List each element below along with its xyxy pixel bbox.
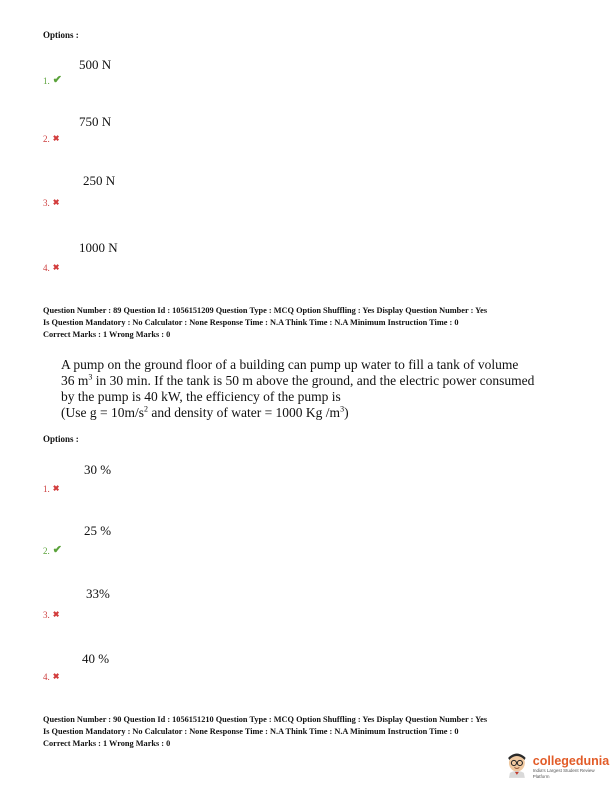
option-number-label: 3. [43,198,50,208]
meta-line: Question Number : 90 Question Id : 1056151210 Question Type : MCQ Option Shuffling : Yes Display Question Number : Yes [43,715,488,724]
logo-title: collegedunia [532,754,610,768]
options-label: Options : [43,30,79,40]
option-number-label: 2. [43,134,50,144]
option-number-label: 1. [43,484,50,494]
question-line: A pump on the ground floor of a building can pump up water to fill a tank of volume [61,357,519,372]
options-label: Options : [43,434,79,444]
option-number [43,263,59,273]
meta-line: Is Question Mandatory : No Calculator : None Response Time : N.A Think Time : N.A Minimum Instruction Time : 0 [43,727,459,736]
question-line: (Use $g = 10m/s^2$ and density of water = 1000 Kg $/m^3$) [61,404,349,420]
question-meta [43,714,583,750]
cross-icon: ✖ [52,672,60,681]
logo-tagline: India's Largest Student Review Platform [532,768,595,779]
option-number-label: 3. [43,610,50,620]
meta-line: Correct Marks : 1 Wrong Marks : 0 [43,330,171,339]
option-number-label: 4. [43,263,50,273]
question-line: by the pump is 40 kW, the efficiency of the pump is [61,389,341,404]
check-icon: ✔ [52,74,62,86]
option-number-label: 1. [43,75,50,86]
cross-icon: ✖ [52,263,60,272]
cross-icon: ✖ [52,198,60,207]
option-text: 1000 N [79,240,118,255]
option-number [43,672,59,682]
question-line: 36 $m^3$ in 30 min. If the tank is 50 m above the ground, and the electric power consumed [61,372,535,388]
option-text: 33% [86,586,110,601]
option-number [43,75,62,86]
check-icon: ✔ [52,544,62,556]
cross-icon: ✖ [52,610,60,619]
option-number-label: 4. [43,672,50,682]
mascot-icon [504,748,530,778]
collegedunia-logo [504,748,612,780]
meta-line: Is Question Mandatory : No Calculator : None Response Time : N.A Think Time : N.A Minimum Instruction Time : 0 [43,318,459,327]
option-number [43,610,59,620]
option-text: 25 % [84,523,112,538]
option-text: 30 % [84,462,112,477]
option-number-label: 2. [43,545,50,556]
option-number [43,545,62,556]
cross-icon: ✖ [52,134,60,143]
question-text [61,357,561,421]
option-number [43,134,59,144]
option-number [43,198,59,208]
meta-line: Correct Marks : 1 Wrong Marks : 0 [43,739,171,748]
option-text: 750 N [79,114,112,129]
option-number [43,484,59,494]
option-text: 250 N [83,173,116,188]
meta-line: Question Number : 89 Question Id : 1056151209 Question Type : MCQ Option Shuffling : Yes Display Question Number : Yes [43,306,488,315]
cross-icon: ✖ [52,484,60,493]
option-text: 40 % [82,651,110,666]
option-text: 500 N [79,57,112,72]
question-meta [43,305,583,341]
